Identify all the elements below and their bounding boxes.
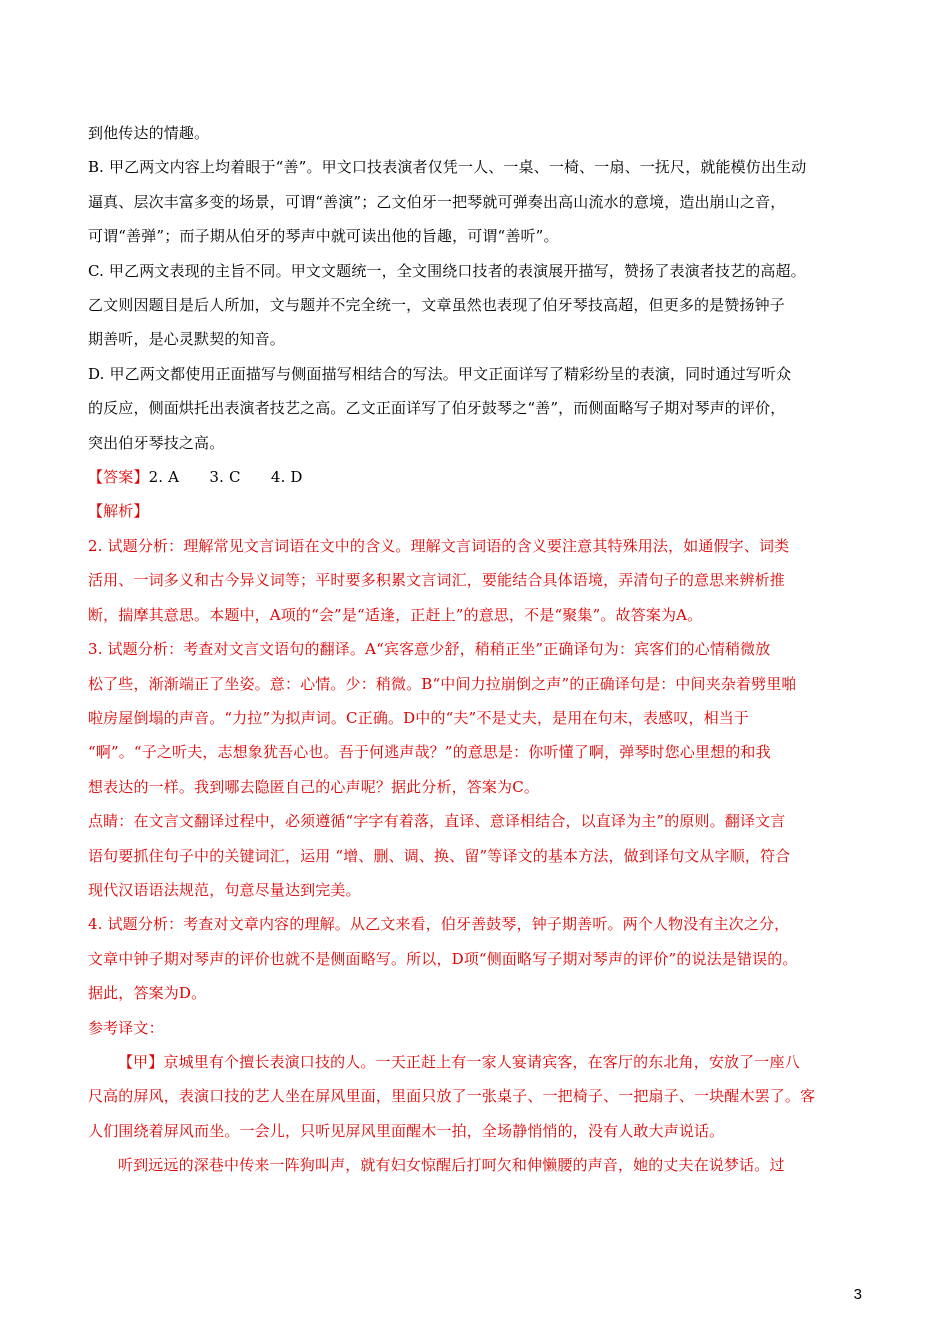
answer-text: 2. A 3. C 4. D (148, 468, 303, 487)
analysis-line: 据此，答案为D。 (88, 984, 207, 1003)
analysis-line: 现代汉语语法规范，句意尽量达到完美。 (88, 880, 361, 899)
analysis-line: 断，揣摩其意思。本题中，A项的“会”是“适逢，正赶上”的意思，不是“聚集”。故答案为A。 (88, 605, 703, 624)
analysis-label: 【解析】 (88, 502, 149, 521)
analysis-line: 尺高的屏风，表演口技的艺人坐在屏风里面，里面只放了一张桌子、一把椅子、一把扇子、一块醒木罢了。客 (88, 1087, 816, 1106)
text-line: D. 甲乙两文都使用正面描写与侧面描写相结合的写法。甲文正面详写了精彩纷呈的表演，同时通过写听众 (88, 364, 792, 383)
analysis-line: 想表达的一样。我到哪去隐匿自己的心声呢？据此分析，答案为C。 (88, 777, 539, 796)
analysis-line: 听到远远的深巷中传来一阵狗叫声，就有妇女惊醒后打呵欠和伸懒腰的声音，她的丈夫在说梦话。过 (118, 1156, 785, 1175)
text-line: 乙文则因题目是后人所加，文与题并不完全统一，文章虽然也表现了伯牙琴技高超，但更多的是赞扬钟子 (88, 296, 785, 315)
answer-label: 【答案】 (88, 468, 149, 487)
analysis-line: 松了些，渐渐端正了坐姿。意：心情。少：稍微。B“中间力拉崩倒之声”的正确译句是：中间夹杂着劈里啪 (88, 674, 797, 693)
analysis-line: 语句要抓住句子中的关键词汇，运用 “增、删、调、换、留”等译文的基本方法，做到译句文从字顺，符合 (88, 846, 791, 865)
page-number: 3 (853, 1286, 862, 1303)
text-line: B. 甲乙两文内容上均着眼于“善”。甲文口技表演者仅凭一人、一桌、一椅、一扇、一抚尺，就能模仿出生动 (88, 158, 807, 177)
analysis-line: 文章中钟子期对琴声的评价也就不是侧面略写。所以，D项“侧面略写子期对琴声的评价”的说法是错误的。 (88, 949, 798, 968)
analysis-line: 【甲】京城里有个擅长表演口技的人。一天正赶上有一家人宴请宾客，在客厅的东北角，安放了一座八 (118, 1052, 800, 1071)
analysis-line: 3. 试题分析：考查对文言文语句的翻译。A“宾客意少舒，稍稍正坐”正确译句为：宾客们的心情稍微放 (88, 640, 771, 659)
analysis-line: 参考译文： (88, 1018, 164, 1037)
analysis-line: 2. 试题分析：理解常见文言词语在文中的含义。理解文言词语的含义要注意其特殊用法，如通假字、词类 (88, 536, 790, 555)
analysis-block (88, 529, 868, 1183)
analysis-line: 4. 试题分析：考查对文章内容的理解。从乙文来看，伯牙善鼓琴，钟子期善听。两个人物没有主次之分， (88, 915, 790, 934)
analysis-line: “啊”。“子之听夫，志想象犹吾心也。吾于何逃声哉？”的意思是：你听懂了啊，弹琴时您心里想的和我 (88, 743, 771, 762)
text-line: 到他传达的情趣。 (88, 124, 210, 142)
text-line: 可谓“善弹”；而子期从伯牙的琴声中就可读出他的旨趣，可谓“善听”。 (88, 227, 559, 246)
answer-line (88, 460, 868, 494)
page-content (88, 116, 868, 1183)
analysis-line: 啦房屋倒塌的声音。“力拉”为拟声词。C正确。D中的“夫”不是丈夫，是用在句末，表感叹，相当于 (88, 708, 750, 727)
text-line: C. 甲乙两文表现的主旨不同。甲文文题统一，全文围绕口技者的表演展开描写，赞扬了表演者技艺的高超。 (88, 261, 806, 280)
text-line: 期善听，是心灵默契的知音。 (88, 330, 285, 349)
analysis-line: 点睛：在文言文翻译过程中，必须遵循“字字有着落，直译、意译相结合，以直译为主”的原则。翻译文言 (88, 812, 786, 831)
text-line: 突出伯牙琴技之高。 (88, 433, 225, 452)
analysis-line: 活用、一词多义和古今异义词等；平时要多积累文言词汇，要能结合具体语境，弄清句子的意思来辨析推 (88, 571, 785, 590)
options-block (88, 116, 868, 460)
text-line: 的反应，侧面烘托出表演者技艺之高。乙文正面详写了伯牙鼓琴之“善”，而侧面略写子期对琴声的评价， (88, 399, 786, 418)
analysis-line: 人们围绕着屏风而坐。一会儿，只听见屏风里面醒木一拍，全场静悄悄的，没有人敢大声说话。 (88, 1121, 725, 1140)
text-line: 逼真、层次丰富多变的场景，可谓“善演”；乙文伯牙一把琴就可弹奏出高山流水的意境，造出崩山之音， (88, 192, 786, 211)
